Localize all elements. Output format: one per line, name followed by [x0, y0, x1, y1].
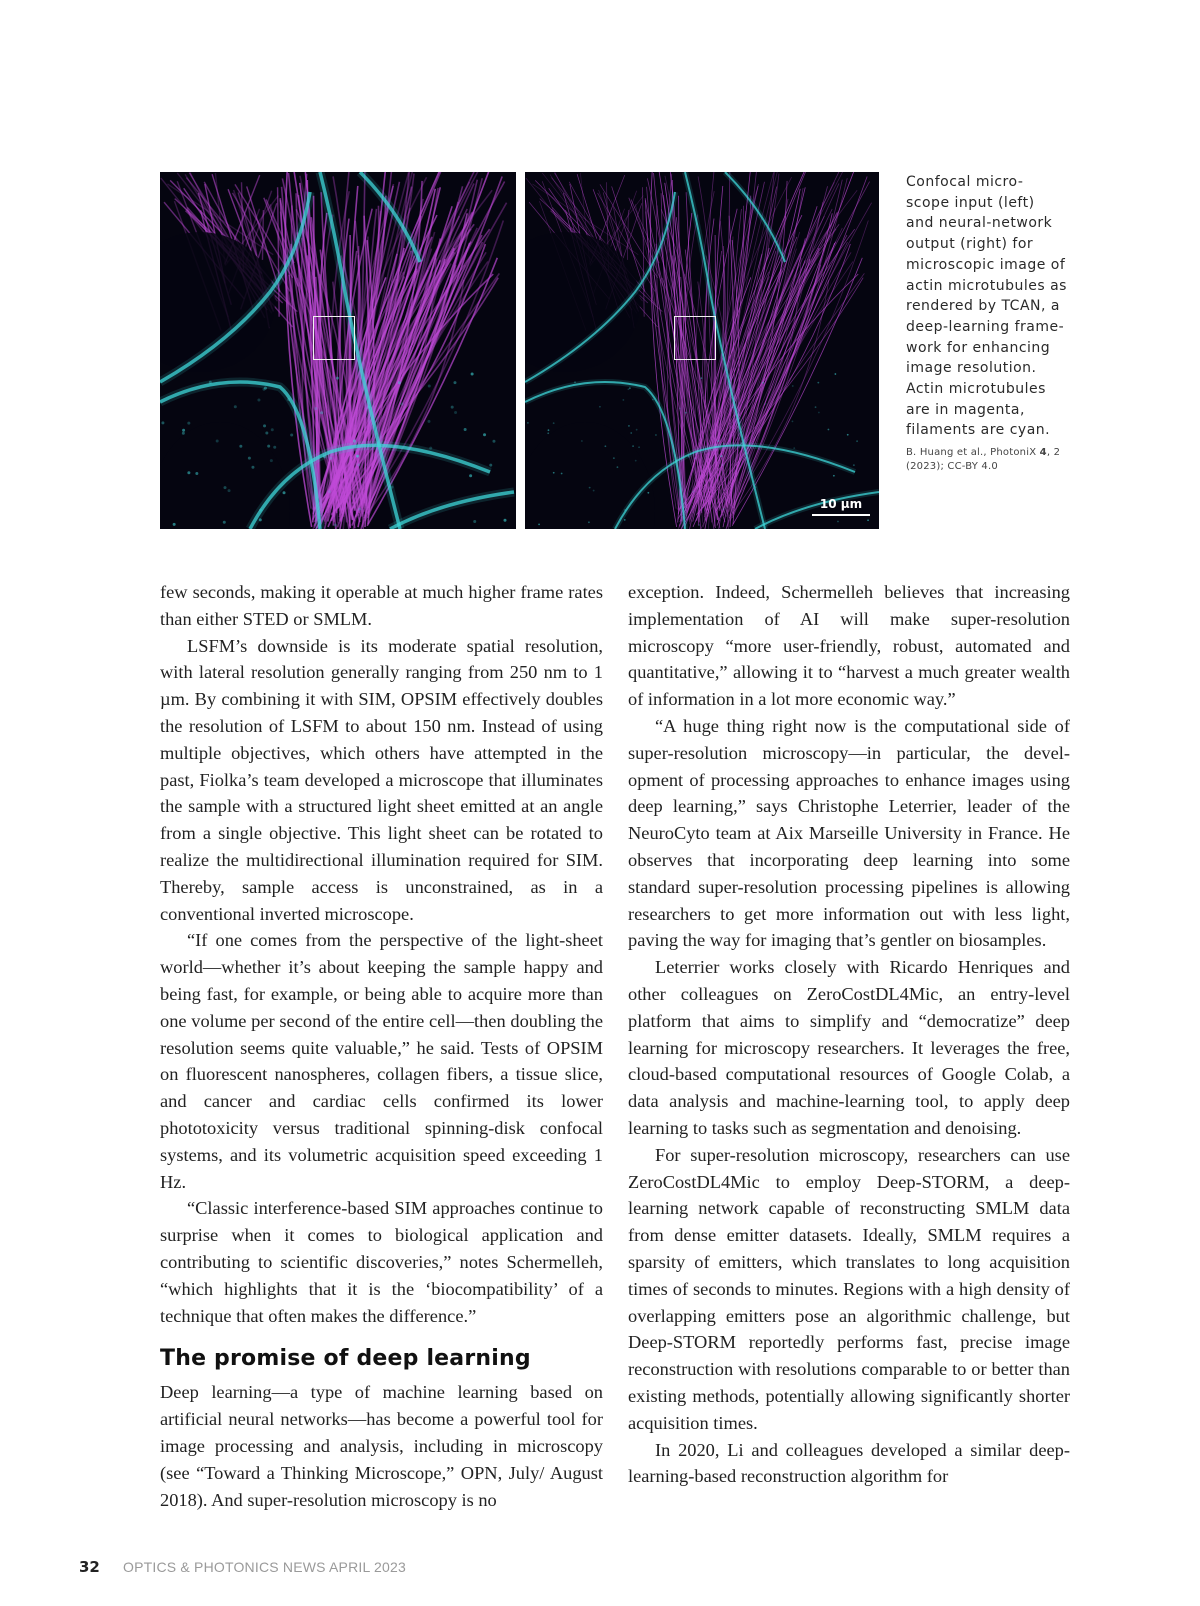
paragraph: Deep learning—a type of machine learning based on artificial neural networks—has become a powerful tool for image processing and analysis, including in microscopy (see “Toward a Thinking Microscope,” OPN, July/ August 2018). And super-resolution microscopy is no	[160, 1382, 603, 1510]
scale-bar-label: 10 µm	[819, 497, 863, 511]
paragraph: exception. Indeed, Schermelleh believes that increasing implementation of AI will make super-resolution microscopy “more user-friendly, robust, automated and quantitative,” allowing it to “harvest a much greater wealth of information in a lot more economic way.”	[628, 582, 1070, 710]
credit-authors: B. Huang et al., PhotoniX	[906, 447, 1040, 458]
text-column-right	[628, 579, 1070, 1490]
figure-credit	[906, 446, 1086, 474]
paragraph: few seconds, making it operable at much higher frame rates than either STED or SMLM.	[160, 582, 603, 629]
publication-footer: OPTICS & PHOTONICS NEWS APRIL 2023	[123, 1559, 406, 1575]
scale-bar-line	[812, 514, 870, 516]
credit-volume: 4	[1039, 447, 1047, 458]
credit-rest: , 2 (2023); CC-BY 4.0	[906, 447, 1061, 472]
page-number: 32	[79, 1558, 100, 1576]
zoom-region-box	[313, 316, 355, 360]
paragraph: For super-resolution microscopy, researchers can use ZeroCostDL4Mic to employ Deep-STORM, a deep-learning network capable of reconstructing SMLM data from dense emitter datasets. Ideally, SMLM requires a sparsity of emitters, which translates to long acquisition times of seconds to minutes. Regions with a high density of overlapping emitters pose an algorithmic challenge, but Deep-STORM reportedly performs fast, precise image reconstruction with resolutions comparable to or better than existing methods, potentially allowing significantly shorter acquisition times.	[628, 1144, 1070, 1433]
paragraph: “If one comes from the perspective of the light-sheet world—whether it’s about keeping the sample happy and being fast, for example, or being able to acquire more than one volume per second of the entire cell—then doubling the resolution seems quite valuable,” he said. Tests of OPSIM on fluorescent nanospheres, collagen fibers, a tissue slice, and cancer and cardiac cells confirmed its lower phototoxicity versus traditional spinning-disk confocal systems, and its volumetric acquisition speed exceeding 1 Hz.	[160, 930, 603, 1192]
microscopy-image-output	[525, 172, 879, 529]
paragraph: “Classic interference-based SIM approaches continue to surprise when it comes to biological application and contributing to scientific discoveries,” notes Schermelleh, “which highlights that it is the ‘biocompatibility’ of a technique that often makes the difference.”	[160, 1198, 603, 1326]
section-heading: The promise of deep learning	[160, 1346, 531, 1372]
paragraph: “A huge thing right now is the computational side of super-resolution microscopy—in particular, the development of processing approaches to enhance images using deep learning,” says Christophe Leterrier, leader of the NeuroCyto team at Aix Marseille University in France. He observes that incorporating deep learning into some standard super-resolution processing pipelines is allowing researchers to get more information out with less light, paving the way for imaging that’s gentler on biosamples.	[628, 715, 1070, 951]
figure-caption: Confocal micro- scope input (left) and neural-network output (right) for microscopic image of actin microtubules as rendered by TCAN, a deep-learning frame- work for enhancing image resolution. Actin microtubules are in magenta, filaments are cyan.	[906, 174, 1067, 439]
paragraph: In 2020, Li and colleagues developed a similar deep-learning-based reconstruction algorithm for	[628, 1439, 1070, 1487]
scale-bar	[811, 497, 871, 516]
microscopy-image-input	[160, 172, 516, 529]
text-column-left	[160, 579, 603, 1513]
zoom-region-box	[674, 316, 716, 360]
paragraph: Leterrier works closely with Ricardo Henriques and other colleagues on ZeroCostDL4Mic, an entry-level platform that aims to simplify and “democratize” deep learning for microscopy researchers. It leverages the free, cloud-based computational resources of Google Colab, a data analysis and machine-learning tool, to apply deep learning to tasks such as segmentation and denoising.	[628, 957, 1070, 1138]
paragraph: LSFM’s downside is its moderate spatial resolution, with lateral resolution generally ranging from 250 nm to 1 µm. By combining it with SIM, OPSIM effectively doubles the resolution of LSFM to about 150 nm. Instead of using multiple objectives, which others have attempted in the past, Fiolka’s team developed a microscope that illuminates the sample with a structured light sheet emitted at an angle from a single objective. This light sheet can be rotated to realize the multidirectional illumination required for SIM. Thereby, sample access is unconstrained, as in a conventional inverted microscope.	[160, 635, 603, 924]
